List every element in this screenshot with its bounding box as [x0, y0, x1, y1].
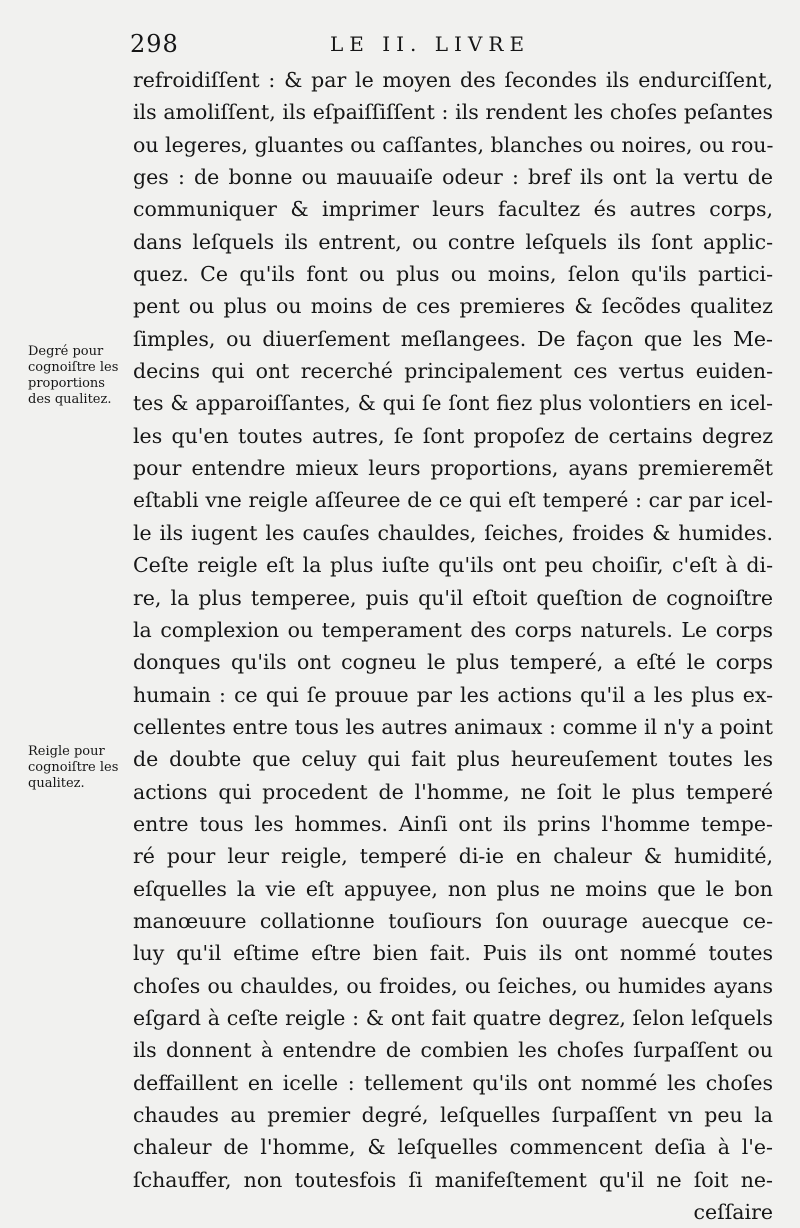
margin-note [28, 344, 136, 408]
margin-note-line: Degré pour [28, 344, 104, 359]
margin-note-line: proportions [28, 376, 105, 391]
text-line: ges : de bonne ou mauuaiſe odeur : bref ils ont la vertu de [133, 165, 773, 190]
text-line: la complexion ou temperament des corps naturels. Le corps [133, 617, 773, 642]
text-line: quez. Ce qu'ils font ou plus ou moins, ſelon qu'ils partici- [133, 262, 773, 287]
text-line: de doubte que celuy qui fait plus heureuſement toutes les [133, 747, 773, 772]
margin-note-line: cognoiſtre les [28, 360, 119, 375]
text-line: eſquelles la vie eſt appuyee, non plus ne moins que le bon [133, 876, 773, 901]
text-line: manœuure collationne touſiours ſon ouurage auecque ce- [133, 908, 773, 933]
margin-note-line: cognoiſtre les [28, 760, 119, 775]
text-line: tes & apparoiſſantes, & qui ſe ſont fiez plus volontiers en icel- [133, 391, 773, 416]
text-line: refroidiſſent : & par le moyen des ſecondes ils endurciſſent, [133, 68, 773, 92]
running-head: LE II. LIVRE [330, 32, 531, 56]
text-line: decins qui ont recerché principalement ces vertus euiden- [133, 359, 773, 384]
text-line: re, la plus temperee, puis qu'il eſtoit queſtion de cognoiſtre [133, 585, 773, 610]
text-line: chaleur de l'homme, & leſquelles commencent deſia à l'e- [133, 1135, 773, 1160]
text-line: cellentes entre tous les autres animaux : comme il n'y a point [133, 714, 773, 739]
text-line: deffaillent en icelle : tellement qu'ils ont nommé les choſes [133, 1070, 773, 1095]
margin-note-line: des qualitez. [28, 392, 112, 407]
margin-note-line: qualitez. [28, 776, 85, 791]
text-line: luy qu'il eſtime eſtre bien fait. Puis ils ont nommé toutes [133, 941, 773, 966]
text-line: ou legeres, gluantes ou caſſantes, blanches ou noires, ou rou- [133, 132, 773, 157]
text-line: ré pour leur reigle, temperé di-ie en chaleur & humidité, [133, 844, 773, 869]
page-header [130, 30, 770, 60]
text-line: dans leſquels ils entrent, ou contre leſquels ils ſont applic- [133, 229, 773, 254]
text-line: donques qu'ils ont cogneu le plus temperé, a eſté le corps [133, 650, 773, 675]
text-line: ils donnent à entendre de combien les choſes ſurpaſſent ou [133, 1038, 773, 1063]
text-line: choſes ou chauldes, ou froides, ou ſeiches, ou humides ayans [133, 973, 773, 998]
text-line: Ceſte reigle eſt la plus iuſte qu'ils ont peu choiſir, c'eſt à di- [133, 553, 773, 578]
body-text [133, 64, 773, 1228]
text-line: eſtabli vne reigle aſſeuree de ce qui eſt temperé : car par icel- [133, 488, 773, 513]
text-line: eſgard à ceſte reigle : & ont fait quatre degrez, ſelon leſquels [133, 1005, 773, 1030]
text-line: les qu'en toutes autres, ſe ſont propoſez de certains degrez [133, 423, 773, 448]
text-line: humain : ce qui ſe prouue par les actions qu'il a les plus ex- [133, 682, 773, 707]
text-line: chaudes au premier degré, leſquelles ſurpaſſent vn peu la [133, 1103, 773, 1127]
text-line: ils amoliſſent, ils eſpaiſſiſſent : ils rendent les choſes peſantes [133, 100, 773, 125]
text-line: pour entendre mieux leurs proportions, ayans premieremẽt [133, 456, 773, 481]
text-line: entre tous les hommes. Ainſi ont ils prins l'homme tempe- [133, 811, 773, 836]
page-number: 298 [130, 30, 179, 58]
catchword: ceſſaire [693, 1200, 773, 1225]
text-line: pent ou plus ou moins de ces premieres & ſecõdes qualitez [133, 294, 773, 319]
text-line: ſimples, ou diuerſement meſlangees. De façon que les Me- [133, 326, 773, 351]
text-line: communiquer & imprimer leurs facultez és autres corps, [133, 197, 773, 222]
text-line: ſchauffer, non toutesfois ſi manifeſtement qu'il ne ſoit ne- [133, 1167, 773, 1192]
margin-note-line: Reigle pour [28, 744, 105, 759]
text-line: actions qui procedent de l'homme, ne ſoit le plus temperé [133, 779, 773, 804]
text-line: le ils iugent les cauſes chauldes, ſeiches, froides & humides. [133, 520, 773, 545]
margin-note [28, 744, 136, 792]
